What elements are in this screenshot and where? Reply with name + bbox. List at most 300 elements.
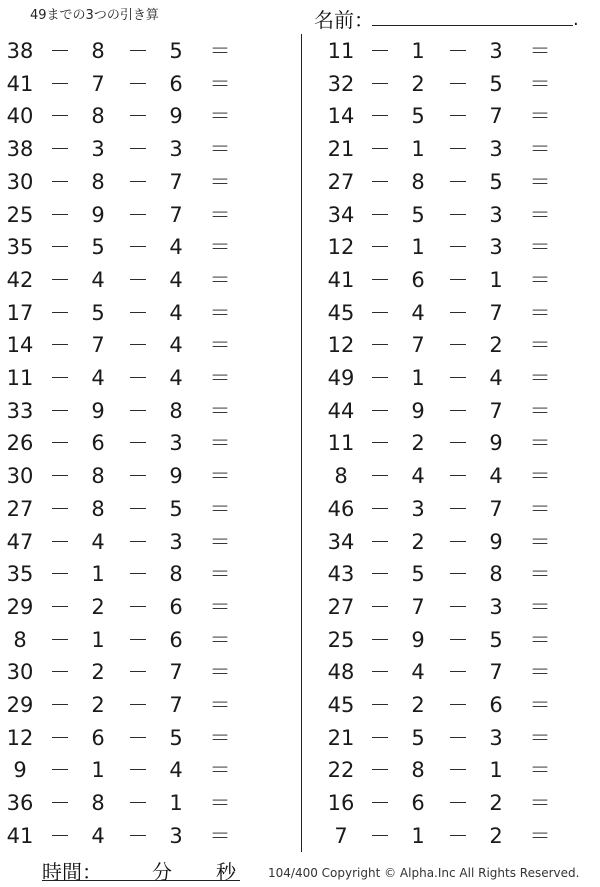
minus-sign: － (49, 496, 71, 521)
equals-sign: ＝ (529, 529, 551, 554)
subtrahend-2: 6 (169, 71, 183, 96)
minus-sign: － (49, 71, 71, 96)
subtrahend-2: 5 (489, 627, 503, 652)
problem-row (0, 166, 600, 198)
minus-sign: － (369, 660, 391, 685)
minuend: 27 (6, 496, 34, 521)
subtrahend-2: 7 (169, 693, 183, 717)
problem-row (0, 460, 600, 492)
subtrahend-1: 2 (91, 594, 105, 619)
minuend: 21 (327, 137, 355, 162)
problem-row (0, 329, 600, 361)
subtrahend-1: 1 (411, 39, 425, 63)
equals-sign: ＝ (529, 235, 551, 260)
equals-sign: ＝ (529, 202, 551, 227)
equals-sign: ＝ (209, 431, 231, 456)
minus-sign: － (127, 39, 149, 63)
subtrahend-1: 1 (411, 235, 425, 260)
minus-sign: － (369, 496, 391, 521)
subtrahend-1: 8 (91, 39, 105, 63)
name-field-dot: . (573, 9, 579, 30)
minus-sign: － (447, 758, 469, 783)
minuend: 35 (6, 562, 34, 587)
minuend: 32 (327, 71, 355, 96)
problem-row (0, 231, 600, 263)
subtrahend-1: 3 (91, 137, 105, 162)
subtrahend-2: 5 (169, 725, 183, 750)
minus-sign: － (127, 366, 149, 390)
minus-sign: － (447, 725, 469, 750)
minuend: 14 (6, 333, 34, 358)
minus-sign: － (49, 725, 71, 750)
minuend: 38 (6, 137, 34, 162)
minus-sign: － (447, 202, 469, 227)
minus-sign: － (49, 660, 71, 685)
minus-sign: － (49, 562, 71, 587)
copyright-text: 104/400 Copyright © Alpha.Inc All Rights Reserved. (268, 866, 580, 880)
subtrahend-2: 6 (169, 594, 183, 619)
minus-sign: － (127, 660, 149, 685)
problem-row (0, 427, 600, 459)
minus-sign: － (369, 627, 391, 652)
minus-sign: － (369, 137, 391, 162)
minus-sign: － (127, 594, 149, 619)
subtrahend-1: 2 (91, 693, 105, 717)
minus-sign: － (369, 39, 391, 63)
minus-sign: － (447, 693, 469, 717)
subtrahend-2: 7 (489, 104, 503, 129)
equals-sign: ＝ (209, 104, 231, 129)
problem-row (0, 68, 600, 100)
subtrahend-2: 3 (489, 137, 503, 162)
minus-sign: － (49, 169, 71, 194)
subtrahend-2: 4 (169, 333, 183, 358)
equals-sign: ＝ (209, 823, 231, 848)
subtrahend-1: 4 (411, 464, 425, 489)
subtrahend-2: 4 (489, 464, 503, 489)
subtrahend-1: 1 (91, 562, 105, 587)
problem-row (0, 689, 600, 721)
equals-sign: ＝ (209, 725, 231, 750)
subtrahend-1: 6 (91, 431, 105, 456)
minus-sign: － (127, 758, 149, 783)
minuend: 9 (13, 758, 27, 783)
minus-sign: － (127, 529, 149, 554)
minuend: 41 (6, 823, 34, 848)
minus-sign: － (369, 693, 391, 717)
problem-row (0, 656, 600, 688)
minus-sign: － (49, 366, 71, 390)
subtrahend-2: 3 (169, 823, 183, 848)
minus-sign: － (49, 529, 71, 554)
problem-row (0, 787, 600, 819)
subtrahend-1: 4 (91, 529, 105, 554)
equals-sign: ＝ (209, 39, 231, 63)
minus-sign: － (447, 137, 469, 162)
subtrahend-2: 7 (169, 169, 183, 194)
minus-sign: － (127, 169, 149, 194)
minus-sign: － (447, 529, 469, 554)
minus-sign: － (127, 693, 149, 717)
minuend: 35 (6, 235, 34, 260)
equals-sign: ＝ (209, 333, 231, 358)
minus-sign: － (447, 169, 469, 194)
equals-sign: ＝ (209, 235, 231, 260)
minus-sign: － (447, 267, 469, 292)
equals-sign: ＝ (529, 39, 551, 63)
subtrahend-2: 5 (169, 39, 183, 63)
subtrahend-1: 4 (91, 823, 105, 848)
subtrahend-1: 2 (411, 529, 425, 554)
equals-sign: ＝ (209, 758, 231, 783)
minus-sign: － (369, 366, 391, 390)
subtrahend-1: 1 (411, 366, 425, 390)
minus-sign: － (49, 791, 71, 816)
minuend: 36 (6, 791, 34, 816)
name-field-line[interactable] (372, 25, 573, 26)
minus-sign: － (369, 398, 391, 423)
minuend: 25 (327, 627, 355, 652)
subtrahend-1: 4 (91, 267, 105, 292)
subtrahend-2: 6 (489, 693, 503, 717)
minus-sign: － (49, 235, 71, 260)
subtrahend-2: 3 (169, 137, 183, 162)
minuend: 8 (13, 627, 27, 652)
equals-sign: ＝ (209, 366, 231, 390)
equals-sign: ＝ (529, 333, 551, 358)
minus-sign: － (369, 169, 391, 194)
minus-sign: － (369, 104, 391, 129)
subtrahend-2: 3 (489, 39, 503, 63)
subtrahend-2: 5 (489, 71, 503, 96)
minus-sign: － (369, 725, 391, 750)
subtrahend-2: 1 (169, 791, 183, 816)
problem-row (0, 362, 600, 394)
minus-sign: － (49, 202, 71, 227)
minus-sign: － (49, 398, 71, 423)
subtrahend-2: 7 (489, 496, 503, 521)
subtrahend-1: 1 (91, 627, 105, 652)
minus-sign: － (369, 529, 391, 554)
name-label: 名前： (314, 8, 374, 32)
subtrahend-2: 3 (489, 202, 503, 227)
equals-sign: ＝ (529, 791, 551, 816)
subtrahend-2: 9 (169, 104, 183, 129)
minus-sign: － (447, 464, 469, 489)
minuend: 14 (327, 104, 355, 129)
minuend: 29 (6, 693, 34, 717)
subtrahend-1: 6 (91, 725, 105, 750)
subtrahend-2: 6 (169, 627, 183, 652)
equals-sign: ＝ (529, 104, 551, 129)
subtrahend-1: 2 (411, 71, 425, 96)
subtrahend-2: 9 (169, 464, 183, 489)
minus-sign: － (127, 267, 149, 292)
equals-sign: ＝ (529, 366, 551, 390)
equals-sign: ＝ (529, 562, 551, 587)
minus-sign: － (127, 300, 149, 325)
minus-sign: － (49, 464, 71, 489)
minus-sign: － (447, 366, 469, 390)
equals-sign: ＝ (209, 791, 231, 816)
subtrahend-1: 8 (411, 758, 425, 783)
minus-sign: － (369, 594, 391, 619)
equals-sign: ＝ (529, 431, 551, 456)
minus-sign: － (127, 333, 149, 358)
minus-sign: － (447, 594, 469, 619)
minus-sign: － (447, 333, 469, 358)
problem-row (0, 754, 600, 786)
equals-sign: ＝ (529, 464, 551, 489)
minus-sign: － (127, 791, 149, 816)
subtrahend-1: 5 (411, 562, 425, 587)
equals-sign: ＝ (209, 660, 231, 685)
equals-sign: ＝ (209, 496, 231, 521)
subtrahend-1: 1 (411, 137, 425, 162)
subtrahend-2: 4 (169, 235, 183, 260)
minus-sign: － (369, 71, 391, 96)
minus-sign: － (447, 660, 469, 685)
equals-sign: ＝ (529, 398, 551, 423)
subtrahend-1: 5 (411, 725, 425, 750)
minuend: 12 (327, 333, 355, 358)
minus-sign: － (369, 300, 391, 325)
minus-sign: － (447, 562, 469, 587)
worksheet-title: 49までの3つの引き算 (30, 8, 159, 23)
subtrahend-2: 3 (169, 529, 183, 554)
time-label: 時間： (42, 860, 102, 884)
minus-sign: － (127, 137, 149, 162)
minutes-label: 分 (152, 860, 172, 884)
equals-sign: ＝ (529, 169, 551, 194)
subtrahend-1: 6 (411, 267, 425, 292)
minus-sign: － (369, 562, 391, 587)
minuend: 25 (6, 202, 34, 227)
equals-sign: ＝ (209, 137, 231, 162)
equals-sign: ＝ (529, 496, 551, 521)
minuend: 22 (327, 758, 355, 783)
minus-sign: － (369, 823, 391, 848)
problem-row (0, 395, 600, 427)
subtrahend-2: 3 (489, 594, 503, 619)
minus-sign: － (49, 300, 71, 325)
minus-sign: － (447, 71, 469, 96)
minuend: 29 (6, 594, 34, 619)
minus-sign: － (127, 71, 149, 96)
subtrahend-2: 5 (169, 496, 183, 521)
minuend: 11 (327, 39, 355, 63)
subtrahend-2: 2 (489, 333, 503, 358)
equals-sign: ＝ (209, 202, 231, 227)
problem-row (0, 526, 600, 558)
minus-sign: － (447, 627, 469, 652)
minus-sign: － (127, 627, 149, 652)
equals-sign: ＝ (209, 300, 231, 325)
equals-sign: ＝ (209, 562, 231, 587)
minuend: 27 (327, 594, 355, 619)
equals-sign: ＝ (529, 267, 551, 292)
subtrahend-1: 8 (91, 464, 105, 489)
minus-sign: － (49, 39, 71, 63)
minus-sign: － (49, 693, 71, 717)
minuend: 43 (327, 562, 355, 587)
subtrahend-2: 4 (169, 366, 183, 390)
subtrahend-1: 9 (91, 398, 105, 423)
subtrahend-1: 4 (91, 366, 105, 390)
problem-row (0, 35, 600, 67)
time-underline (42, 880, 240, 881)
problem-row (0, 591, 600, 623)
minus-sign: － (127, 104, 149, 129)
subtrahend-1: 5 (91, 235, 105, 260)
problem-row (0, 297, 600, 329)
equals-sign: ＝ (529, 300, 551, 325)
subtrahend-1: 4 (411, 300, 425, 325)
minus-sign: － (447, 823, 469, 848)
minuend: 30 (6, 660, 34, 685)
minus-sign: － (369, 758, 391, 783)
minus-sign: － (369, 267, 391, 292)
equals-sign: ＝ (209, 627, 231, 652)
minuend: 17 (6, 300, 34, 325)
minus-sign: － (447, 791, 469, 816)
problem-row (0, 264, 600, 296)
minus-sign: － (447, 398, 469, 423)
minus-sign: － (49, 627, 71, 652)
minus-sign: － (127, 431, 149, 456)
minuend: 38 (6, 39, 34, 63)
minuend: 41 (327, 267, 355, 292)
equals-sign: ＝ (209, 267, 231, 292)
minus-sign: － (369, 235, 391, 260)
subtrahend-1: 8 (91, 169, 105, 194)
subtrahend-1: 9 (411, 398, 425, 423)
minus-sign: － (49, 758, 71, 783)
minus-sign: － (49, 104, 71, 129)
subtrahend-1: 7 (411, 594, 425, 619)
minus-sign: － (127, 235, 149, 260)
subtrahend-1: 8 (91, 104, 105, 129)
minus-sign: － (49, 333, 71, 358)
minuend: 30 (6, 169, 34, 194)
equals-sign: ＝ (529, 627, 551, 652)
equals-sign: ＝ (529, 725, 551, 750)
minus-sign: － (369, 202, 391, 227)
minuend: 11 (327, 431, 355, 456)
minuend: 34 (327, 529, 355, 554)
minus-sign: － (447, 235, 469, 260)
subtrahend-1: 8 (91, 791, 105, 816)
minuend: 44 (327, 398, 355, 423)
minus-sign: － (127, 496, 149, 521)
minus-sign: － (49, 431, 71, 456)
minus-sign: － (127, 562, 149, 587)
minuend: 21 (327, 725, 355, 750)
equals-sign: ＝ (209, 693, 231, 717)
minuend: 48 (327, 660, 355, 685)
minuend: 47 (6, 529, 34, 554)
minuend: 46 (327, 496, 355, 521)
subtrahend-2: 7 (489, 398, 503, 423)
subtrahend-2: 9 (489, 529, 503, 554)
minuend: 42 (6, 267, 34, 292)
subtrahend-1: 5 (411, 104, 425, 129)
minus-sign: － (447, 300, 469, 325)
equals-sign: ＝ (529, 71, 551, 96)
subtrahend-1: 4 (411, 660, 425, 685)
subtrahend-2: 8 (489, 562, 503, 587)
minus-sign: － (369, 431, 391, 456)
minuend: 16 (327, 791, 355, 816)
subtrahend-2: 9 (489, 431, 503, 456)
minuend: 33 (6, 398, 34, 423)
subtrahend-1: 2 (411, 431, 425, 456)
equals-sign: ＝ (529, 137, 551, 162)
subtrahend-1: 9 (91, 202, 105, 227)
subtrahend-1: 1 (411, 823, 425, 848)
problem-row (0, 722, 600, 754)
subtrahend-2: 3 (489, 725, 503, 750)
equals-sign: ＝ (529, 594, 551, 619)
problem-row (0, 820, 600, 852)
minuend: 26 (6, 431, 34, 456)
subtrahend-2: 4 (169, 300, 183, 325)
minus-sign: － (127, 202, 149, 227)
minus-sign: － (49, 137, 71, 162)
subtrahend-2: 8 (169, 398, 183, 423)
subtrahend-2: 8 (169, 562, 183, 587)
seconds-label: 秒 (216, 860, 236, 884)
subtrahend-2: 4 (169, 758, 183, 783)
equals-sign: ＝ (529, 823, 551, 848)
subtrahend-2: 4 (169, 267, 183, 292)
equals-sign: ＝ (209, 71, 231, 96)
equals-sign: ＝ (529, 758, 551, 783)
minuend: 49 (327, 366, 355, 390)
subtrahend-2: 5 (489, 169, 503, 194)
problem-row (0, 493, 600, 525)
subtrahend-2: 7 (169, 660, 183, 685)
subtrahend-2: 1 (489, 267, 503, 292)
minuend: 45 (327, 693, 355, 717)
subtrahend-1: 5 (411, 202, 425, 227)
minuend: 11 (6, 366, 34, 390)
minus-sign: － (127, 725, 149, 750)
minus-sign: － (369, 464, 391, 489)
minuend: 12 (6, 725, 34, 750)
minus-sign: － (127, 823, 149, 848)
subtrahend-2: 7 (489, 300, 503, 325)
minus-sign: － (49, 594, 71, 619)
equals-sign: ＝ (209, 594, 231, 619)
subtrahend-2: 7 (169, 202, 183, 227)
minus-sign: － (447, 431, 469, 456)
subtrahend-1: 3 (411, 496, 425, 521)
minus-sign: － (447, 104, 469, 129)
subtrahend-2: 3 (169, 431, 183, 456)
subtrahend-1: 5 (91, 300, 105, 325)
minuend: 34 (327, 202, 355, 227)
minus-sign: － (127, 398, 149, 423)
subtrahend-2: 2 (489, 823, 503, 848)
minus-sign: － (369, 333, 391, 358)
problem-row (0, 100, 600, 132)
problem-row (0, 558, 600, 590)
subtrahend-1: 7 (91, 333, 105, 358)
equals-sign: ＝ (529, 660, 551, 685)
minuend: 41 (6, 71, 34, 96)
minuend: 45 (327, 300, 355, 325)
